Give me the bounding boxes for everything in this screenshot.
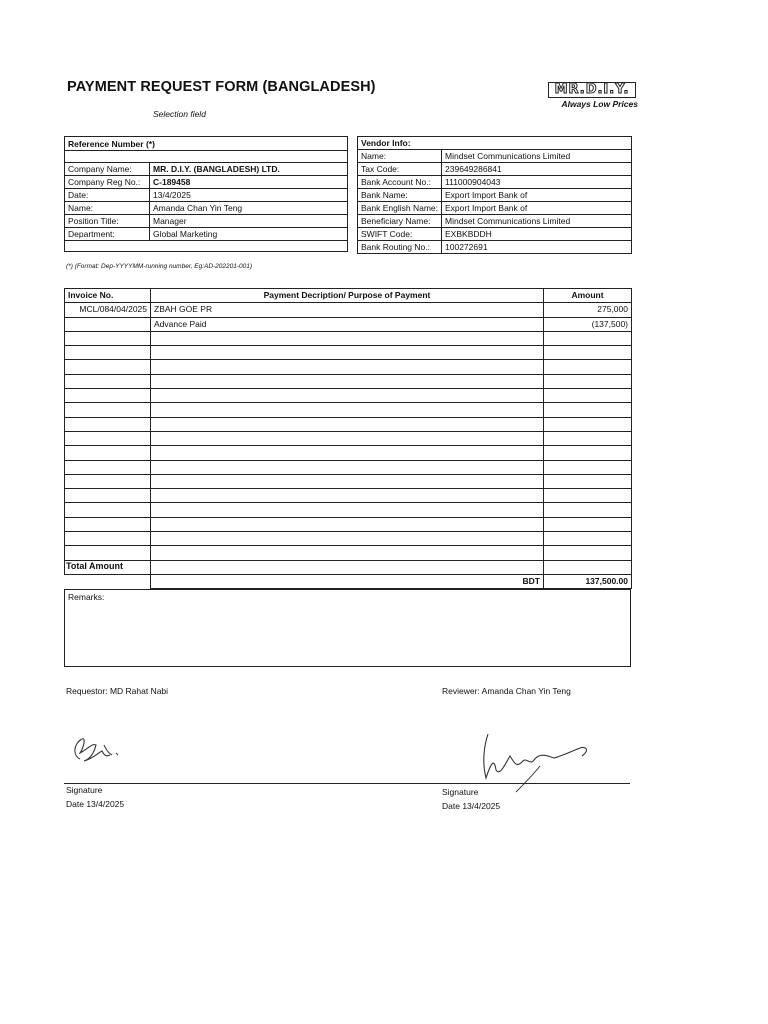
field-label: Name: (65, 202, 150, 215)
empty-cell[interactable] (544, 403, 632, 417)
table-row (65, 202, 348, 215)
total-row (65, 574, 632, 588)
empty-cell[interactable] (65, 474, 151, 488)
empty-cell[interactable] (151, 532, 544, 546)
empty-cell[interactable] (544, 560, 632, 574)
name-value: Amanda Chan Yin Teng (150, 202, 348, 215)
empty-cell[interactable] (151, 403, 544, 417)
empty-cell[interactable] (544, 546, 632, 560)
remarks-box[interactable] (64, 589, 631, 667)
requestor-date: Date 13/4/2025 (66, 799, 125, 809)
requestor-signature (66, 733, 126, 769)
table-row (65, 489, 632, 503)
table-row (358, 176, 632, 189)
total-spacer (65, 574, 151, 588)
table-row (65, 215, 348, 228)
company-name-value: MR. D.I.Y. (BANGLADESH) LTD. (150, 163, 348, 176)
reference-table (64, 136, 348, 252)
empty-cell[interactable] (65, 346, 151, 360)
table-row (358, 241, 632, 254)
empty-cell[interactable] (151, 360, 544, 374)
table-row (65, 389, 632, 403)
empty-cell[interactable] (544, 417, 632, 431)
table-row (65, 189, 348, 202)
amount-header: Amount (544, 289, 632, 303)
selection-field-label: Selection field (153, 109, 206, 119)
field-label: Bank English Name: (358, 202, 442, 215)
empty-cell[interactable] (544, 446, 632, 460)
position-value: Manager (150, 215, 348, 228)
field-label: Date: (65, 189, 150, 202)
field-label: Bank Name: (358, 189, 442, 202)
table-row (65, 303, 632, 317)
table-row (65, 532, 632, 546)
empty-cell[interactable] (151, 374, 544, 388)
reference-number-field[interactable] (65, 151, 348, 163)
table-row (358, 215, 632, 228)
empty-cell[interactable] (151, 331, 544, 345)
amount-cell: (137,500) (544, 317, 632, 331)
table-row (65, 403, 632, 417)
table-row (358, 202, 632, 215)
company-logo (548, 82, 638, 109)
invoice-table (64, 288, 632, 589)
table-row (65, 317, 632, 331)
table-row (65, 460, 632, 474)
field-label: Company Name: (65, 163, 150, 176)
empty-cell[interactable] (151, 431, 544, 445)
field-label: Company Reg No.: (65, 176, 150, 189)
invoice-no-header: Invoice No. (65, 289, 151, 303)
table-row (65, 374, 632, 388)
empty-cell[interactable] (544, 431, 632, 445)
empty-cell[interactable] (65, 374, 151, 388)
empty-cell[interactable] (65, 489, 151, 503)
empty-cell[interactable] (65, 403, 151, 417)
logo-wordmark: MR.D.I.Y. (548, 82, 636, 98)
tax-code-value: 239649286841 (442, 163, 632, 176)
table-row (65, 228, 348, 241)
field-label: Position Title: (65, 215, 150, 228)
description-cell: Advance Paid (151, 317, 544, 331)
form-title: PAYMENT REQUEST FORM (BANGLADESH) (67, 79, 376, 95)
empty-cell[interactable] (151, 546, 544, 560)
empty-cell[interactable] (65, 546, 151, 560)
empty-cell[interactable] (65, 360, 151, 374)
invoice-header-row (65, 289, 632, 303)
total-amount-label: Total Amount (66, 561, 123, 571)
empty-cell[interactable] (65, 417, 151, 431)
format-note: (*) (Format: Dep-YYYYMM-running number, Eg:AD-202201-001) (66, 263, 253, 270)
total-amount-cell: 137,500.00 (544, 574, 632, 588)
empty-cell[interactable] (65, 517, 151, 531)
empty-cell[interactable] (151, 517, 544, 531)
empty-cell[interactable] (151, 560, 544, 574)
remarks-label: Remarks: (68, 592, 105, 602)
field-label: Bank Routing No.: (358, 241, 442, 254)
field-label: Department: (65, 228, 150, 241)
reviewer-signature-label: Signature (442, 787, 479, 797)
empty-cell[interactable] (65, 431, 151, 445)
invoice-no-cell (65, 317, 151, 331)
table-row (65, 546, 632, 560)
empty-row (65, 241, 348, 252)
reviewer-label: Reviewer: Amanda Chan Yin Teng (442, 686, 571, 696)
reference-header: Reference Number (*) (65, 137, 348, 151)
reviewer-signature (470, 726, 600, 796)
bank-account-value: 111000904043 (442, 176, 632, 189)
description-cell: ZBAH GOE PR (151, 303, 544, 317)
empty-cell[interactable] (544, 331, 632, 345)
table-row (65, 474, 632, 488)
empty-cell[interactable] (65, 532, 151, 546)
vendor-table (357, 136, 632, 254)
empty-cell[interactable] (65, 331, 151, 345)
reviewer-date: Date 13/4/2025 (442, 801, 501, 811)
field-label: Name: (358, 150, 442, 163)
empty-cell[interactable] (65, 503, 151, 517)
table-row (65, 417, 632, 431)
empty-cell[interactable] (544, 460, 632, 474)
swift-code-value: EXBKBDDH (442, 228, 632, 241)
logo-tagline: Always Low Prices (561, 99, 638, 109)
table-row (65, 360, 632, 374)
routing-no-value: 100272691 (442, 241, 632, 254)
date-value: 13/4/2025 (150, 189, 348, 202)
table-row (65, 346, 632, 360)
field-label: Bank Account No.: (358, 176, 442, 189)
field-label: Beneficiary Name: (358, 215, 442, 228)
table-row (65, 431, 632, 445)
table-row (65, 163, 348, 176)
empty-cell[interactable] (151, 460, 544, 474)
vendor-name-value: Mindset Communications Limited (442, 150, 632, 163)
empty-cell[interactable] (151, 489, 544, 503)
empty-cell[interactable] (544, 532, 632, 546)
description-header: Payment Decription/ Purpose of Payment (151, 289, 544, 303)
table-row (65, 517, 632, 531)
company-reg-value: C-189458 (150, 176, 348, 189)
table-row (358, 189, 632, 202)
empty-cell[interactable] (544, 474, 632, 488)
currency-cell: BDT (151, 574, 544, 588)
empty-cell[interactable] (65, 389, 151, 403)
empty-cell[interactable] (151, 389, 544, 403)
empty-cell[interactable] (544, 360, 632, 374)
field-label: SWIFT Code: (358, 228, 442, 241)
empty-cell[interactable] (544, 503, 632, 517)
table-row (65, 560, 632, 574)
empty-cell[interactable] (544, 389, 632, 403)
bank-english-name-value: Export Import Bank of (442, 202, 632, 215)
vendor-header: Vendor Info: (358, 137, 632, 150)
invoice-no-cell: MCL/084/04/2025 (65, 303, 151, 317)
empty-cell[interactable] (65, 460, 151, 474)
beneficiary-value: Mindset Communications Limited (442, 215, 632, 228)
table-row (358, 150, 632, 163)
empty-cell[interactable] (544, 346, 632, 360)
bank-name-value: Export Import Bank of (442, 189, 632, 202)
amount-cell: 275,000 (544, 303, 632, 317)
field-label: Tax Code: (358, 163, 442, 176)
table-row (65, 446, 632, 460)
signature-line (64, 783, 630, 784)
empty-cell[interactable] (544, 517, 632, 531)
empty-cell[interactable] (151, 474, 544, 488)
table-row (358, 163, 632, 176)
requestor-signature-label: Signature (66, 785, 103, 795)
empty-cell[interactable] (151, 446, 544, 460)
empty-cell[interactable] (151, 417, 544, 431)
empty-cell[interactable] (151, 346, 544, 360)
empty-cell[interactable] (65, 446, 151, 460)
table-row (358, 228, 632, 241)
requestor-label: Requestor: MD Rahat Nabi (66, 686, 169, 696)
table-row (65, 176, 348, 189)
empty-cell[interactable] (544, 374, 632, 388)
empty-cell[interactable] (151, 503, 544, 517)
table-row (65, 331, 632, 345)
department-value: Global Marketing (150, 228, 348, 241)
table-row (65, 503, 632, 517)
empty-cell[interactable] (544, 489, 632, 503)
